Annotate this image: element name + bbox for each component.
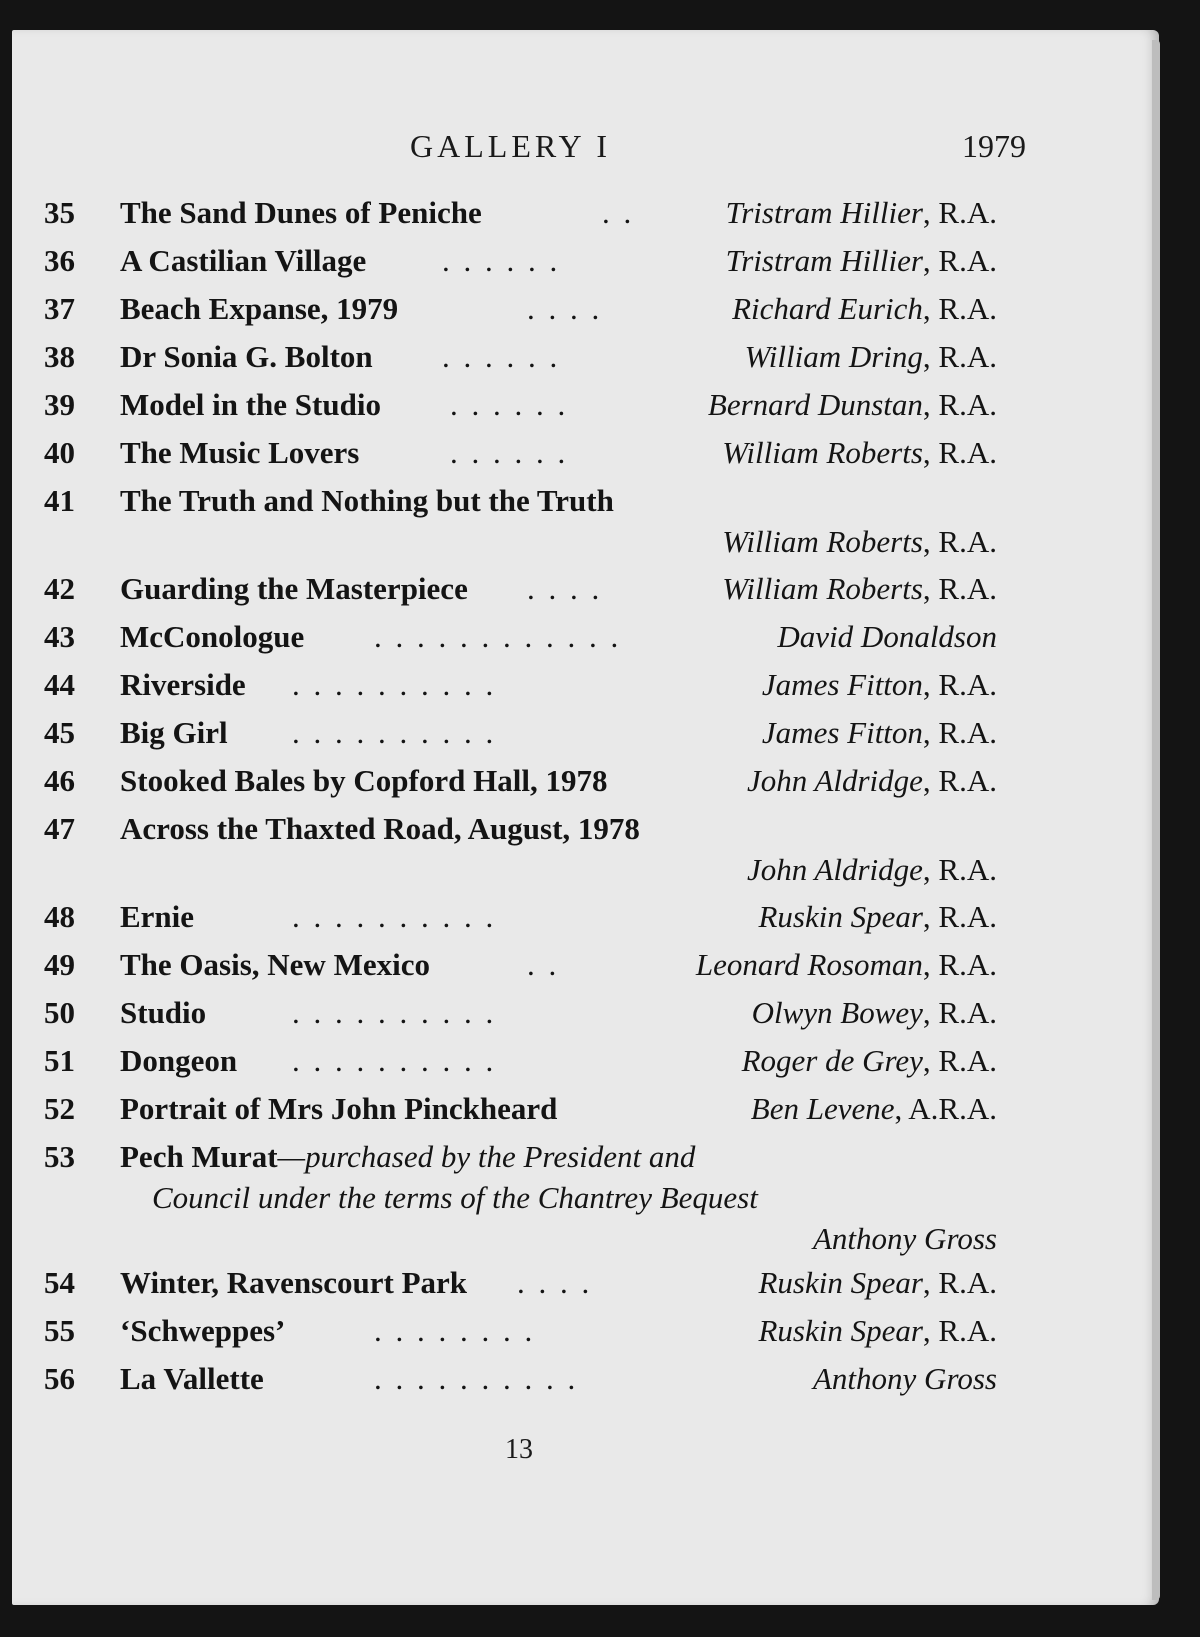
- catalogue-entry-continuation: [12, 524, 1159, 568]
- catalogue-entry-continuation: [12, 1180, 1159, 1224]
- artist-name: Roger de Grey: [741, 1043, 923, 1078]
- artist-honours: , R.A.: [922, 387, 997, 422]
- catalogue-page: [12, 30, 1159, 1605]
- page-number: 13: [505, 1434, 533, 1465]
- catalogue-entry: [12, 1361, 1159, 1405]
- artist-name: William Roberts: [722, 571, 923, 606]
- entry-artist: [745, 339, 997, 375]
- catalogue-entry: [12, 811, 1159, 855]
- entry-title: ‘Schweppes’: [120, 1313, 286, 1348]
- entry-artist: [777, 619, 997, 655]
- entry-artist: [752, 995, 997, 1031]
- entry-number: 36: [44, 243, 75, 278]
- entry-number: 54: [44, 1265, 75, 1300]
- entry-number: 42: [44, 571, 75, 606]
- entry-artist: [762, 715, 997, 751]
- artist-honours: , R.A.: [922, 435, 997, 470]
- leader-dots: . . . .: [517, 1265, 593, 1300]
- catalogue-entry: [12, 291, 1159, 335]
- entry-title: Riverside: [120, 667, 246, 702]
- artist-name: William Roberts: [722, 524, 923, 559]
- artist-name: Ben Levene: [750, 1091, 895, 1126]
- artist-name: David Donaldson: [777, 619, 997, 654]
- entry-number: 47: [44, 811, 75, 846]
- artist-name: Olwyn Bowey: [751, 995, 923, 1030]
- entry-number: 51: [44, 1043, 75, 1078]
- entry-number: 46: [44, 763, 75, 798]
- leader-dots: . . . . . . . . . . . .: [374, 619, 622, 654]
- entry-number: 39: [44, 387, 75, 422]
- leader-dots: . . . .: [527, 571, 603, 606]
- artist-name: James Fitton: [761, 667, 923, 702]
- catalogue-entry: [12, 1139, 1159, 1183]
- artist-name: Anthony Gross: [813, 1221, 997, 1256]
- catalogue-entry: [12, 1265, 1159, 1309]
- artist-name: Leonard Rosoman: [695, 947, 923, 982]
- entry-artist: [758, 1313, 997, 1349]
- entry-title: Beach Expanse, 1979: [120, 291, 399, 326]
- entry-title: McConologue: [120, 619, 305, 654]
- artist-name: Ruskin Spear: [758, 1265, 923, 1300]
- page-header: [12, 128, 1159, 178]
- entry-artist: [722, 435, 997, 471]
- leader-dots: . . . . . . . . . .: [292, 715, 497, 750]
- entry-artist: [726, 195, 997, 231]
- entry-title: Winter, Ravenscourt Park: [120, 1265, 468, 1300]
- entry-title-text: Pech Murat: [120, 1139, 278, 1174]
- entry-number: 38: [44, 339, 75, 374]
- catalogue-entry: [12, 243, 1159, 287]
- entry-number: 50: [44, 995, 75, 1030]
- entry-number: 55: [44, 1313, 75, 1348]
- entry-artist: [722, 571, 997, 607]
- leader-dots: . . . . . . . . . .: [292, 899, 497, 934]
- entry-artist: [732, 291, 997, 327]
- gallery-title: GALLERY I: [410, 128, 612, 164]
- entry-title: [120, 1139, 695, 1175]
- catalogue-entry: [12, 619, 1159, 663]
- artist-name: Ruskin Spear: [758, 899, 923, 934]
- artist-name: Ruskin Spear: [758, 1313, 923, 1348]
- artist-name: Anthony Gross: [813, 1361, 997, 1396]
- entry-number: 53: [44, 1139, 75, 1174]
- artist-honours: , R.A.: [922, 1265, 997, 1300]
- catalogue-entry: [12, 715, 1159, 759]
- artist-honours: , R.A.: [922, 899, 997, 934]
- entry-title: La Vallette: [120, 1361, 264, 1396]
- leader-dots: . . . . . . . . . .: [292, 1043, 497, 1078]
- entry-artist: [758, 1265, 997, 1301]
- entry-title: A Castilian Village: [120, 243, 367, 278]
- leader-dots: . . . . . . . . . .: [374, 1361, 579, 1396]
- artist-name: Tristram Hillier: [725, 243, 923, 278]
- artist-honours: , R.A.: [922, 1043, 997, 1078]
- artist-honours: , R.A.: [922, 1313, 997, 1348]
- entry-number: 49: [44, 947, 75, 982]
- leader-dots: . . . . . .: [442, 339, 561, 374]
- entry-artist: [722, 524, 997, 560]
- artist-honours: , R.A.: [922, 667, 997, 702]
- purchase-note: —purchased by the President and: [277, 1139, 696, 1174]
- catalogue-entry: [12, 435, 1159, 479]
- entry-title: The Oasis, New Mexico: [120, 947, 430, 982]
- leader-dots: . . . . . .: [450, 387, 569, 422]
- entry-title: Big Girl: [120, 715, 228, 750]
- leader-dots: . . . .: [527, 291, 603, 326]
- catalogue-year: 1979: [962, 128, 1026, 164]
- catalogue-entry: [12, 667, 1159, 711]
- page-edge: [1152, 40, 1160, 1600]
- entry-artist: [708, 387, 997, 423]
- leader-dots: . . . . . . . . . .: [292, 995, 497, 1030]
- entry-artist: [762, 667, 997, 703]
- artist-honours: , R.A.: [922, 571, 997, 606]
- artist-honours: , R.A.: [922, 524, 997, 559]
- leader-dots: . . . . . . . .: [374, 1313, 536, 1348]
- catalogue-entry: [12, 387, 1159, 431]
- entry-number: 41: [44, 483, 75, 518]
- catalogue-entry-continuation: [12, 1221, 1159, 1265]
- catalogue-entry: [12, 1091, 1159, 1135]
- leader-dots: . . . . . .: [442, 243, 561, 278]
- artist-honours: , R.A.: [922, 243, 997, 278]
- catalogue-entry: [12, 947, 1159, 991]
- entry-number: 35: [44, 195, 75, 230]
- entry-artist: [742, 1043, 997, 1079]
- artist-honours: , A.R.A.: [894, 1091, 997, 1126]
- entry-title: Ernie: [120, 899, 195, 934]
- catalogue-entry: [12, 1043, 1159, 1087]
- artist-honours: , R.A.: [922, 947, 997, 982]
- entry-number: 48: [44, 899, 75, 934]
- catalogue-entry: [12, 1313, 1159, 1357]
- entry-title: Stooked Bales by Copford Hall, 1978: [120, 763, 608, 798]
- entry-artist: [751, 1091, 997, 1127]
- entry-artist: [813, 1221, 997, 1257]
- artist-honours: , R.A.: [922, 715, 997, 750]
- entry-artist: [696, 947, 997, 983]
- catalogue-entry: [12, 763, 1159, 807]
- artist-honours: , R.A.: [922, 291, 997, 326]
- leader-dots: . .: [527, 947, 560, 982]
- artist-honours: , R.A.: [922, 852, 997, 887]
- artist-name: Richard Eurich: [732, 291, 923, 326]
- entry-title: The Music Lovers: [120, 435, 360, 470]
- artist-name: William Dring: [744, 339, 923, 374]
- entry-number: 40: [44, 435, 75, 470]
- entry-number: 45: [44, 715, 75, 750]
- artist-name: John Aldridge: [746, 852, 923, 887]
- artist-name: Tristram Hillier: [725, 195, 923, 230]
- entry-number: 52: [44, 1091, 75, 1126]
- leader-dots: . . . . . .: [450, 435, 569, 470]
- catalogue-entry-continuation: [12, 852, 1159, 896]
- catalogue-entry: [12, 339, 1159, 383]
- catalogue-entry: [12, 571, 1159, 615]
- artist-name: Bernard Dunstan: [707, 387, 923, 422]
- artist-honours: , R.A.: [922, 339, 997, 374]
- entry-number: 37: [44, 291, 75, 326]
- entry-title: Guarding the Masterpiece: [120, 571, 468, 606]
- entry-artist: [747, 852, 997, 888]
- artist-honours: , R.A.: [922, 995, 997, 1030]
- artist-name: William Roberts: [722, 435, 923, 470]
- entry-title: Dr Sonia G. Bolton: [120, 339, 373, 374]
- catalogue-entry: [12, 195, 1159, 239]
- entry-title: Across the Thaxted Road, August, 1978: [120, 811, 640, 846]
- artist-honours: , R.A.: [922, 763, 997, 798]
- entry-artist: [758, 899, 997, 935]
- entry-number: 56: [44, 1361, 75, 1396]
- entry-title: Model in the Studio: [120, 387, 381, 422]
- entry-artist: [726, 243, 997, 279]
- entry-number: 44: [44, 667, 75, 702]
- entry-title: The Truth and Nothing but the Truth: [120, 483, 614, 518]
- artist-name: John Aldridge: [746, 763, 923, 798]
- entry-title: Studio: [120, 995, 207, 1030]
- entry-title: Dongeon: [120, 1043, 238, 1078]
- artist-name: James Fitton: [761, 715, 923, 750]
- purchase-note-continuation: Council under the terms of the Chantrey Bequest: [152, 1180, 758, 1215]
- catalogue-entry: [12, 483, 1159, 527]
- leader-dots: . .: [602, 195, 635, 230]
- catalogue-entry: [12, 995, 1159, 1039]
- artist-honours: , R.A.: [922, 195, 997, 230]
- entry-artist: [747, 763, 997, 799]
- entry-title: The Sand Dunes of Peniche: [120, 195, 482, 230]
- entry-title: Portrait of Mrs John Pinckheard: [120, 1091, 558, 1126]
- entry-artist: [813, 1361, 997, 1397]
- catalogue-entry: [12, 899, 1159, 943]
- entry-number: 43: [44, 619, 75, 654]
- leader-dots: . . . . . . . . . .: [292, 667, 497, 702]
